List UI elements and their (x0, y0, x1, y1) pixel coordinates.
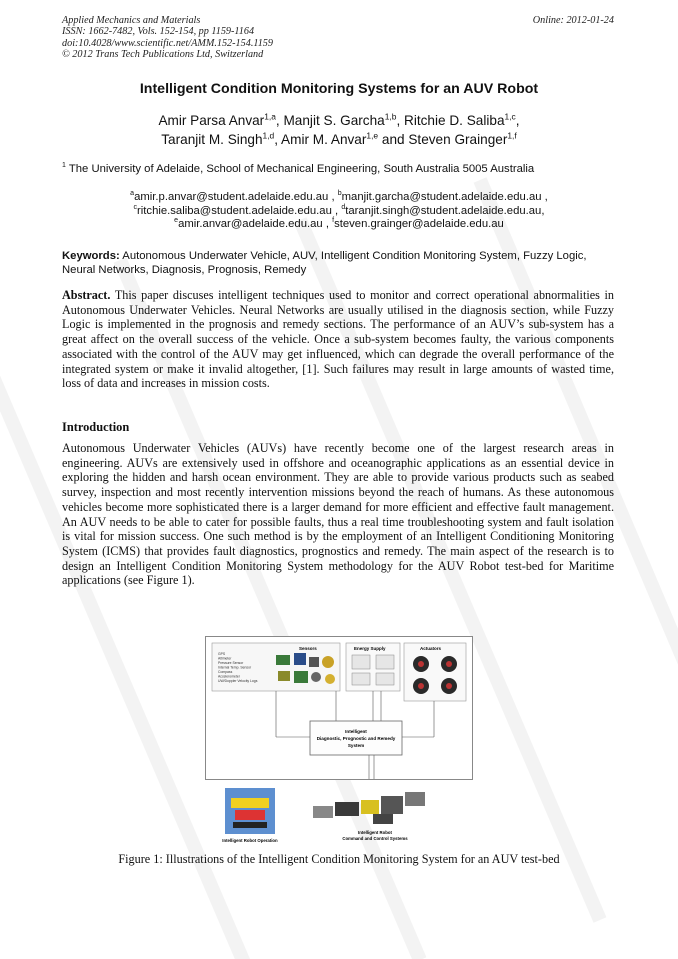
issn-line: ISSN: 1662-7482, Vols. 152-154, pp 1159-1164 (62, 26, 255, 38)
email-sup: c (133, 203, 138, 211)
abstract-label: Abstract. (62, 288, 111, 302)
center-box-line-1: Intelligent (345, 729, 367, 734)
online-date: Online: 2012-01-24 (532, 15, 614, 26)
email-sup: b (337, 190, 342, 198)
author-sup: 1,d (262, 130, 275, 141)
author-name: Taranjit M. Singh (161, 132, 263, 147)
actuators-box (404, 643, 466, 701)
abstract-text: This paper discuses intelligent techniques used to monitor and correct operational abnormalities in Autonomous Underwater Vehicles. Neural Networks are usually utilised in the diagnosis section, while Fuzzy Logic is implemented in the prognosis and remedy sections. The performance of an AUV’s sub-system has a great affect on the overall success of the vehicle. Once a sub-system becomes faulty, the various components associated with the control of the AUV may get influenced, which can degrade the overall performance of the integrated system or make it invalid altogether, [1]. Such failures may result in large amounts of wasted time, loss of data and increases in mission costs. (62, 288, 615, 391)
doi-line: doi:10.4028/www.scientific.net/AMM.152-154.1159 (62, 37, 273, 49)
sensor-item: Pressure Sensor (218, 661, 244, 665)
figure-caption: Figure 1: Illustrations of the Intelligent Condition Monitoring System for an AUV test-bed (118, 852, 560, 866)
author-line-1 (0, 111, 678, 130)
actuators-title: Actuators (420, 646, 442, 651)
affiliation (62, 163, 622, 175)
email-address: ritchie.saliba@student.adelaide.edu.au (137, 204, 332, 217)
author-sup: 1,a (264, 111, 276, 122)
author-sep: , (275, 113, 284, 128)
author-sep: , (396, 113, 405, 128)
command-label-1: Intelligent Robot (358, 830, 392, 835)
sensor-item: Altimeter (218, 656, 232, 661)
email-sep: , (541, 191, 548, 203)
keywords-label: Keywords: (62, 250, 120, 262)
sensor-item: Accelerometer (218, 674, 240, 679)
email-address: amir.anvar@adelaide.edu.au (178, 218, 323, 230)
command-label-2: Command and Control Systems (342, 836, 408, 841)
center-box-line-3: System (347, 743, 365, 748)
email-address: steven.grainger@adelaide.edu.au (334, 218, 504, 230)
affiliation-sup: 1 (62, 162, 66, 170)
journal-name: Applied Mechanics and Materials (62, 15, 201, 26)
email-address: manjit.garcha@student.adelaide.edu.au (341, 191, 542, 203)
introduction-text: Autonomous Underwater Vehicles (AUVs) have recently become one of the largest research areas in engineering. AUVs are extensively used in offshore and oceanographic applications as an essential device in exploring the hidden and harsh ocean environment. They are able to provide various products such as seabed survey, inspection and most recently intervention missions beyond the reach of humans. As these autonomous vehicles become more sophisticated there is a larger demand for more efficient and effective fault management. An AUV needs to be able to cater for possible faults, thus a real time troubleshooting system and fault isolation is vital for mission success. One such method is by the employment of an Intelligent Conditioning Monitoring System (ICMS) that provides fault diagnostics, prognostics and remedy. The main aspect of the research is to design an Intelligent Condition Monitoring System methodology for the AUV Robot test-bed for Maritime applications (see Figure 1). (62, 441, 614, 588)
author-sep: , (274, 132, 282, 147)
robot-operation-label: Intelligent Robot Operation (222, 838, 278, 843)
author-sep: and (378, 132, 409, 147)
sensors-title: Sensors (299, 646, 317, 651)
sensor-item: Internal Temp. Sensor (218, 665, 252, 670)
email-sup: d (341, 203, 346, 211)
author-name: Ritchie D. Saliba (404, 113, 505, 128)
figure-1-diagram (205, 636, 473, 780)
energy-title: Energy Supply (354, 646, 386, 651)
journal-header (62, 15, 273, 61)
center-box-line-2: Diagnostic, Prognostic and Remedy (316, 736, 396, 741)
email-sup: f (332, 217, 335, 225)
sensor-item: Compass (218, 670, 233, 674)
author-name: Amir M. Anvar (281, 132, 367, 147)
author-sup: 1,e (366, 130, 379, 141)
author-name: Steven Grainger (408, 132, 508, 147)
section-heading-introduction: Introduction (62, 420, 130, 434)
sensor-item: GPS (218, 652, 226, 656)
email-address: taranjit.singh@student.adelaide.edu.au, (345, 204, 545, 217)
email-sup: e (174, 217, 179, 225)
email-sep: , (322, 218, 333, 230)
copyright-line: © 2012 Trans Tech Publications Ltd, Switzerland (62, 49, 264, 61)
keywords-text: Autonomous Underwater Vehicle, AUV, Intelligent Condition Monitoring System, Fuzzy Logic, Neural Networks, Diagnosis, Prognosis, Remedy (62, 250, 587, 276)
email-line-1 (0, 191, 678, 205)
abstract (62, 288, 614, 391)
keywords (62, 250, 614, 277)
email-sup: a (130, 190, 135, 198)
affiliation-text: The University of Adelaide, School of Mechanical Engineering, South Australia 5005 Australia (68, 163, 535, 175)
author-line-2 (0, 130, 678, 149)
email-sep: , (328, 191, 338, 203)
author-sup: 1,f (507, 130, 517, 141)
email-list (0, 191, 678, 232)
email-sep: , (331, 204, 342, 217)
email-address: amir.p.anvar@student.adelaide.edu.au (134, 191, 329, 203)
paper-title: Intelligent Condition Monitoring Systems for an AUV Robot (139, 81, 539, 97)
author-sup: 1,c (504, 111, 516, 122)
author-sup: 1,b (384, 111, 397, 122)
author-name: Amir Parsa Anvar (158, 113, 265, 128)
author-name: Manjit S. Garcha (283, 113, 385, 128)
figure-1-bottom-images (205, 778, 471, 848)
author-sep: , (515, 113, 520, 128)
email-line-3 (0, 218, 678, 232)
email-line-2 (0, 205, 678, 219)
sensor-item: UW/Doppler Velocity Logs (218, 679, 258, 683)
command-control-image (313, 792, 425, 824)
author-list (0, 111, 678, 149)
